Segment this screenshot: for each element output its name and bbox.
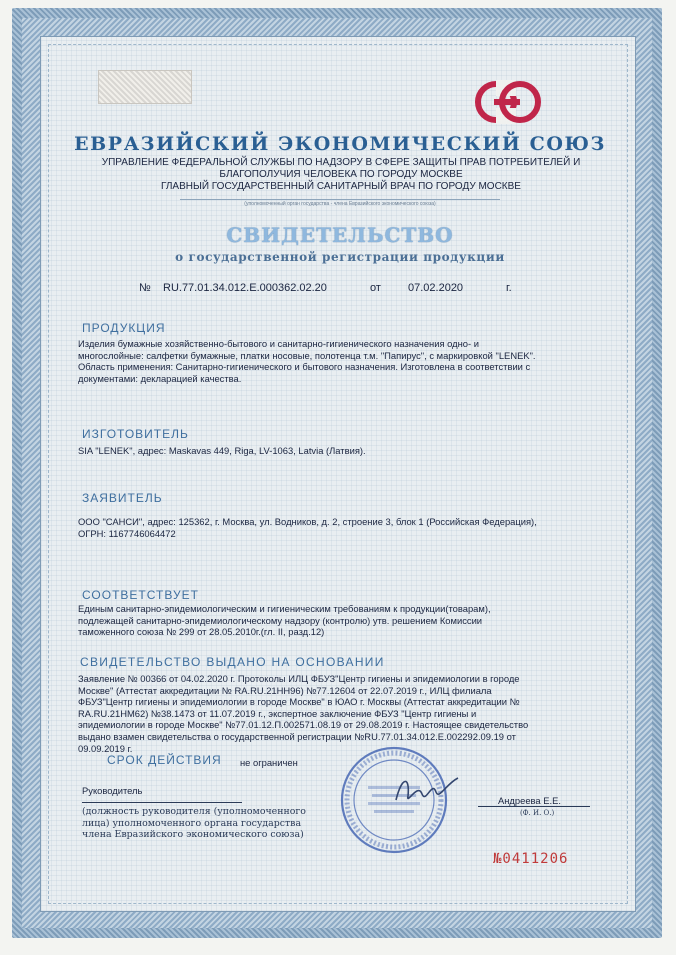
position-caption bbox=[82, 806, 306, 841]
text-line: ОГРН: 1167746064472 bbox=[78, 527, 176, 539]
manufacturer-heading: ИЗГОТОВИТЕЛЬ bbox=[82, 427, 189, 441]
text-line: выдано взамен свидетельства о государственной регистрации №RU.77.01.34.012.Е.002292.09.19 от bbox=[78, 730, 516, 742]
applicant-heading: ЗАЯВИТЕЛЬ bbox=[82, 491, 163, 505]
text-line: Москве" (Аттестат аккредитации № RA.RU.21НН96) №77.12604 от 22.07.2019 г., ИЛЦ филиала bbox=[78, 684, 492, 696]
text-line: Область применения: Санитарно-гигиенического и бытового назначения. Изготовлена в соответствии с bbox=[78, 361, 531, 373]
fio-caption: (Ф. И. О.) bbox=[520, 809, 555, 817]
text-line: SIA "LENEK", адрес: Maskavas 449, Riga, LV-1063, Latvia (Латвия). bbox=[78, 445, 366, 456]
union-title: ЕВРАЗИЙСКИЙ ЭКОНОМИЧЕСКИЙ СОЮЗ bbox=[74, 133, 606, 155]
number-sign: № bbox=[139, 282, 151, 294]
product-heading: ПРОДУКЦИЯ bbox=[82, 321, 166, 335]
from-label: от bbox=[370, 282, 381, 294]
validity-value: не ограничен bbox=[240, 757, 298, 768]
agency-line: УПРАВЛЕНИЕ ФЕДЕРАЛЬНОЙ СЛУЖБЫ ПО НАДЗОРУ В СФЕРЕ ЗАЩИТЫ ПРАВ ПОТРЕБИТЕЛЕЙ И bbox=[101, 157, 581, 168]
validity-heading: СРОК ДЕЙСТВИЯ bbox=[107, 753, 222, 767]
signature-line bbox=[82, 802, 242, 803]
text-line: подлежащей санитарно-эпидемиологическому надзору (контролю) утв. решением Комиссии bbox=[78, 614, 483, 626]
applicant-text bbox=[78, 516, 608, 539]
hologram-strip bbox=[98, 70, 192, 104]
handwritten-signature-icon bbox=[392, 770, 462, 810]
agency-line: ГЛАВНЫЙ ГОСУДАРСТВЕННЫЙ САНИТАРНЫЙ ВРАЧ ПО ГОРОДУ МОСКВЕ bbox=[161, 181, 521, 192]
document-subtitle: о государственной регистрации продукции bbox=[175, 250, 505, 264]
agency-line: БЛАГОПОЛУЧИЯ ЧЕЛОВЕКА ПО ГОРОДУ МОСКВЕ bbox=[219, 169, 463, 180]
basis-heading: СВИДЕТЕЛЬСТВО ВЫДАНО НА ОСНОВАНИИ bbox=[80, 655, 385, 669]
text-line: эпидемиологии в городе Москве" №77.01.12.П.002571.08.19 от 29.08.2019 г. Настоящее свидетельство bbox=[78, 719, 529, 731]
text-line: RA.RU.21НМ62) №38.1473 от 11.07.2019 г., экспертное заключение ФБУЗ "Центр гигиены и bbox=[78, 707, 477, 719]
text-line: ФБУЗ"Центр гигиены и эпидемиологии в городе Москве" в ЮАО г. Москвы (Аттестат аккредитации № bbox=[78, 696, 520, 708]
text-line: документами: декларацией качества. bbox=[78, 372, 242, 384]
conformity-text bbox=[78, 603, 608, 638]
basis-text bbox=[78, 673, 618, 754]
form-number: №0411206 bbox=[493, 851, 569, 867]
rospotrebnadzor-ce-logo-icon bbox=[474, 80, 544, 124]
text-line: Заявление № 00366 от 04.02.2020 г. Протоколы ИЛЦ ФБУЗ"Центр гигиены и эпидемиологии в городе bbox=[78, 673, 520, 684]
caption-line: (должность руководителя (уполномоченного bbox=[82, 806, 306, 817]
text-line: ООО "САНСИ", адрес: 125362, г. Москва, ул. Водников, д. 2, строение 3, блок 1 (Российская Федерация), bbox=[78, 516, 537, 527]
text-line: Изделия бумажные хозяйственно-бытового и санитарно-гигиенического назначения одно- и bbox=[78, 338, 479, 349]
conformity-heading: СООТВЕТСТВУЕТ bbox=[82, 588, 199, 602]
year-suffix: г. bbox=[506, 282, 512, 294]
product-text bbox=[78, 338, 608, 384]
signatory-name: Андреева Е.Е. bbox=[498, 795, 561, 806]
signatory-role: Руководитель bbox=[82, 785, 143, 796]
agency-caption: (уполномоченный орган государства - члена Евразийского экономического союза) bbox=[180, 199, 500, 207]
agency-name bbox=[66, 157, 616, 193]
text-line: многослойные: салфетки бумажные, платки носовые, полотенца т.м. "Папирус", с маркировкой "LENEK". bbox=[78, 349, 536, 361]
caption-line: лица) уполномоченного органа государства bbox=[82, 817, 302, 829]
registration-number: RU.77.01.34.012.Е.000362.02.20 bbox=[163, 282, 327, 294]
text-line: 09.09.2019 г. bbox=[78, 742, 133, 754]
document-title: СВИДЕТЕЛЬСТВО bbox=[226, 223, 454, 247]
registration-date: 07.02.2020 bbox=[408, 282, 464, 294]
text-line: Единым санитарно-эпидемиологическим и гигиеническим требованиям к продукции(товарам), bbox=[78, 603, 491, 614]
manufacturer-text bbox=[78, 445, 608, 457]
caption-line: члена Евразийского экономического союза) bbox=[82, 829, 304, 840]
text-line: таможенного союза № 299 от 28.05.2010г.(гл. II, разд.12) bbox=[78, 626, 325, 638]
